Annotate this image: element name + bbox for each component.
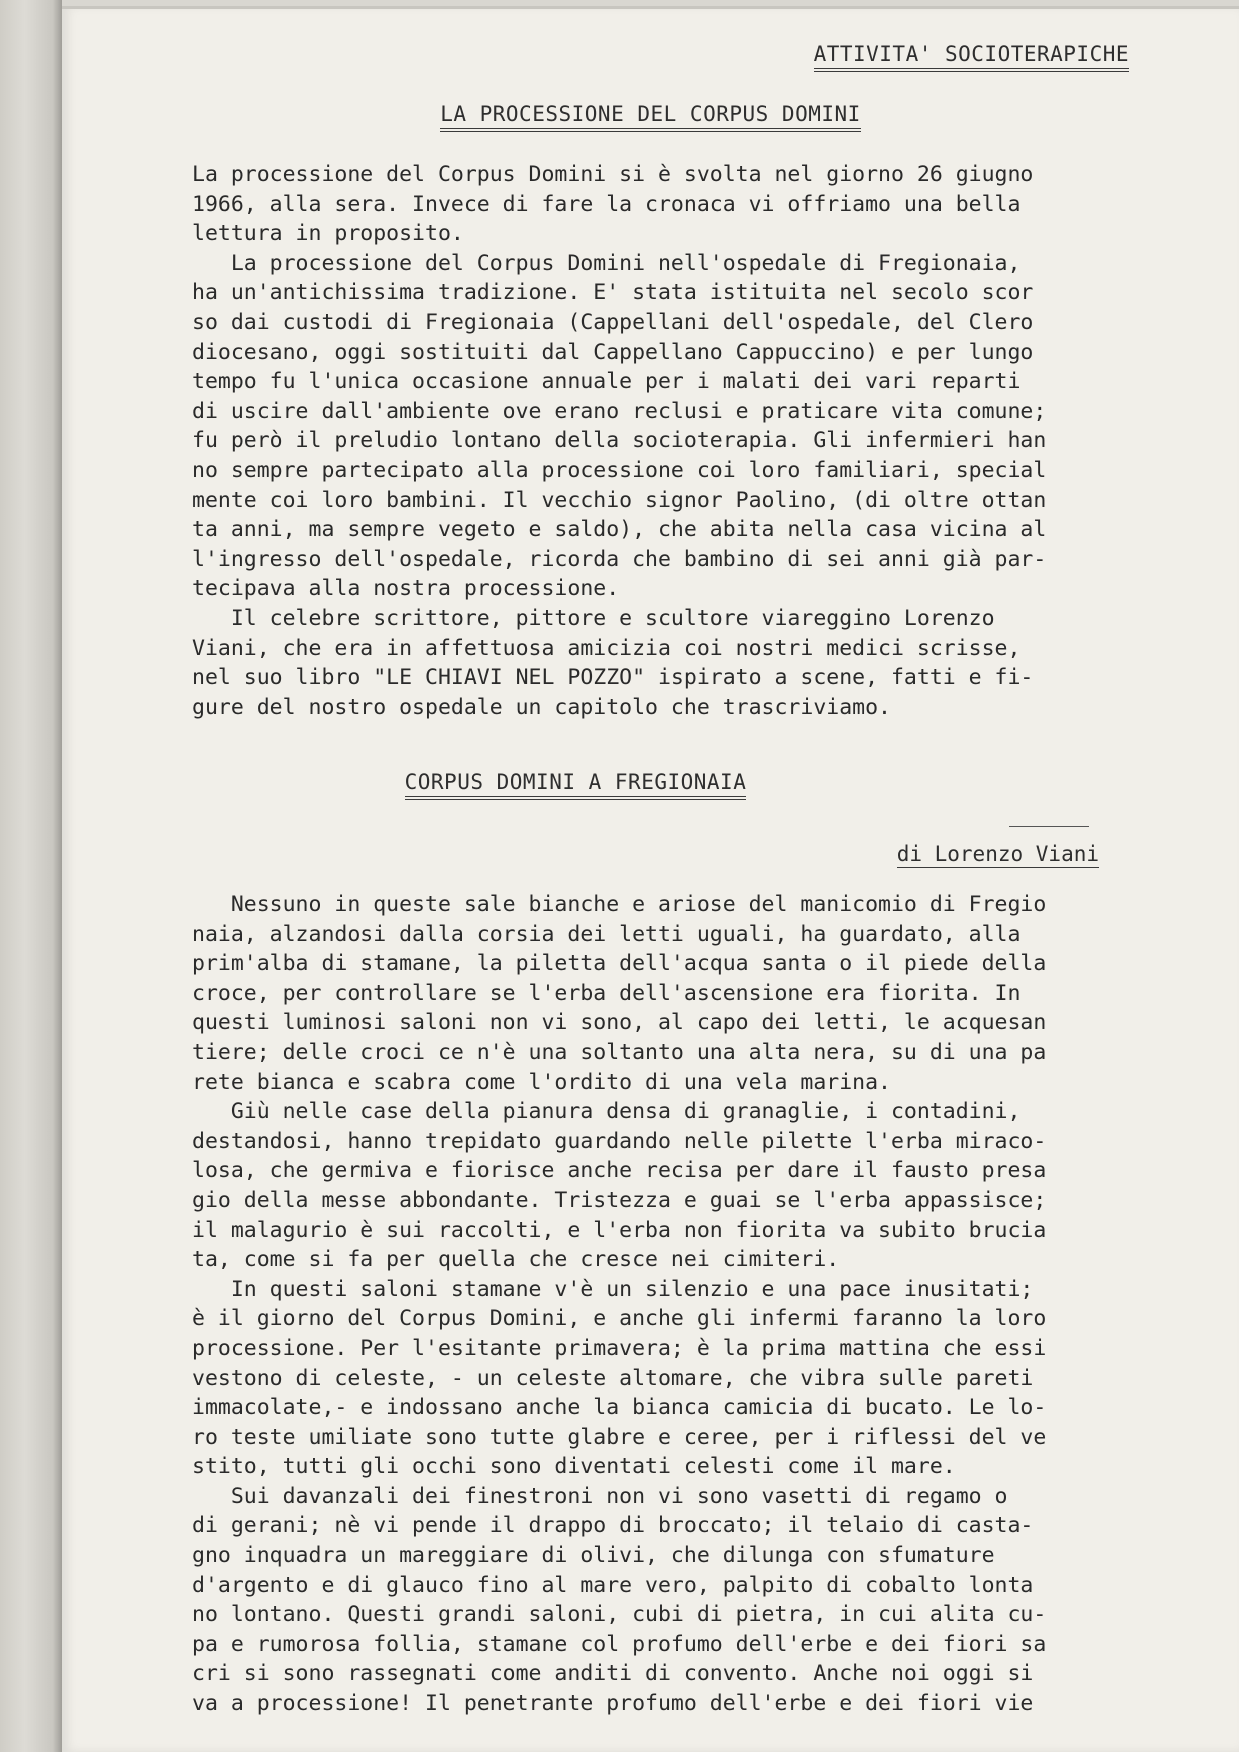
- chapter-title-underline: [405, 796, 747, 800]
- text-line: mente coi loro bambini. Il vecchio signor Paolino, (di oltre ottan: [192, 487, 1047, 513]
- text-line: il malagurio è sui raccolti, e l'erba non fiorita va subito brucia: [192, 1217, 1047, 1243]
- chapter-title: [0, 770, 1239, 800]
- section-tag-underline: [814, 68, 1129, 72]
- binding-edge: [0, 0, 62, 1752]
- text-line: gno inquadra un mareggiare di olivi, che dilunga con sfumature: [192, 1543, 995, 1569]
- paper-sheet: [62, 6, 1239, 1752]
- text-line: immacolate,- e indossano anche la bianca camicia di bucato. Le lo-: [192, 1395, 1047, 1421]
- page-title-text: LA PROCESSIONE DEL CORPUS DOMINI: [440, 102, 861, 126]
- text-line: In questi saloni stamane v'è un silenzio e una pace inusitati;: [192, 1276, 1034, 1302]
- text-line: prim'alba di stamane, la piletta dell'acqua santa o il piede della: [192, 951, 1047, 977]
- text-line: ta, come si fa per quella che cresce nei cimiteri.: [192, 1247, 840, 1273]
- text-line: La processione del Corpus Domini si è svolta nel giorno 26 giugno: [192, 162, 1034, 187]
- section-tag: [814, 42, 1129, 72]
- byline-text: di Lorenzo Viani: [896, 842, 1099, 866]
- text-line: processione. Per l'esitante primavera; è la prima mattina che essi: [192, 1335, 1047, 1361]
- text-line: ha un'antichissima tradizione. E' stata istituita nel secolo scor: [192, 280, 1034, 306]
- chapter-title-text: CORPUS DOMINI A FREGIONAIA: [404, 770, 747, 794]
- text-line: d'argento e di glauco fino al mare vero, palpito di cobalto lonta: [192, 1572, 1034, 1598]
- text-line: Nessuno in queste sale bianche e ariose del manicomio di Fregio: [192, 892, 1047, 917]
- text-line: gio della messe abbondante. Tristezza e guai se l'erba appassisce;: [192, 1187, 1047, 1213]
- page-title: [62, 102, 1239, 132]
- text-line: di uscire dall'ambiente ove erano reclusi e praticare vita comune;: [192, 398, 1047, 424]
- text-line: cri si sono rassegnati come anditi di convento. Anche noi oggi si: [192, 1661, 1034, 1687]
- text-line: stito, tutti gli occhi sono diventati celesti come il mare.: [192, 1454, 956, 1480]
- text-line: lettura in proposito.: [192, 221, 464, 247]
- byline-dash: [1009, 826, 1089, 827]
- text-line: rete bianca e scabra come l'ordito di una vela marina.: [192, 1069, 891, 1095]
- text-line: losa, che germiva e fiorisce anche recisa per dare il fausto presa: [192, 1158, 1047, 1184]
- text-line: so dai custodi di Fregionaia (Cappellani dell'ospedale, del Clero: [192, 309, 1034, 335]
- text-line: Viani, che era in affettuosa amicizia coi nostri medici scrisse,: [192, 635, 1021, 661]
- text-line: nel suo libro "LE CHIAVI NEL POZZO" ispirato a scene, fatti e fi-: [192, 665, 1034, 691]
- text-line: l'ingresso dell'ospedale, ricorda che bambino di sei anni già par-: [192, 546, 1047, 572]
- text-line: tiere; delle croci ce n'è una soltanto una alta nera, su di una pa: [192, 1039, 1047, 1065]
- byline-underline: [897, 867, 1099, 868]
- section-tag-text: ATTIVITA' SOCIOTERAPICHE: [813, 42, 1129, 66]
- text-line: ta anni, ma sempre vegeto e saldo), che abita nella casa vicina al: [192, 517, 1047, 543]
- text-line: questi luminosi saloni non vi sono, al capo dei letti, le acquesan: [192, 1010, 1047, 1036]
- text-line: ro teste umiliate sono tutte glabre e ceree, per i riflessi del ve: [192, 1424, 1047, 1450]
- text-line: tempo fu l'unica occasione annuale per i malati dei vari reparti: [192, 369, 1021, 395]
- text-line: diocesano, oggi sostituiti dal Cappellano Cappuccino) e per lungo: [192, 339, 1034, 365]
- text-line: Giù nelle case della pianura densa di granaglie, i contadini,: [192, 1099, 1021, 1125]
- text-line: Sui davanzali dei finestroni non vi sono vasetti di regamo o: [192, 1483, 1008, 1509]
- text-line: Il celebre scrittore, pittore e scultore viareggino Lorenzo: [192, 605, 995, 631]
- text-line: fu però il preludio lontano della socioterapia. Gli infermieri han: [192, 428, 1047, 454]
- text-line: pa e rumorosa follia, stamane col profumo dell'erbe e dei fiori sa: [192, 1631, 1047, 1657]
- byline: [897, 842, 1099, 868]
- page-title-underline: [440, 128, 861, 132]
- intro-text: [192, 160, 1192, 722]
- text-line: La processione del Corpus Domini nell'ospedale di Fregionaia,: [192, 250, 1021, 276]
- text-line: no lontano. Questi grandi saloni, cubi di pietra, in cui alita cu-: [192, 1602, 1047, 1628]
- top-edge-line: [62, 6, 1239, 9]
- text-line: gure del nostro ospedale un capitolo che trascriviamo.: [192, 694, 891, 720]
- text-line: è il giorno del Corpus Domini, e anche gli infermi faranno la loro: [192, 1306, 1047, 1332]
- text-line: vestono di celeste, - un celeste altomare, che vibra sulle pareti: [192, 1365, 1034, 1391]
- text-line: no sempre partecipato alla processione coi loro familiari, special: [192, 457, 1047, 483]
- text-line: croce, per controllare se l'erba dell'ascensione era fiorita. In: [192, 980, 1021, 1006]
- text-line: tecipava alla nostra processione.: [192, 576, 620, 602]
- text-line: va a processione! Il penetrante profumo dell'erbe e dei fiori vie: [192, 1691, 1034, 1717]
- text-line: naia, alzandosi dalla corsia dei letti uguali, ha guardato, alla: [192, 921, 1021, 947]
- text-line: 1966, alla sera. Invece di fare la cronaca vi offriamo una bella: [192, 191, 1021, 217]
- text-line: di gerani; nè vi pende il drappo di broccato; il telaio di casta-: [192, 1513, 1034, 1539]
- chapter-text: [192, 890, 1192, 1719]
- text-line: destandosi, hanno trepidato guardando nelle pilette l'erba miraco-: [192, 1128, 1047, 1154]
